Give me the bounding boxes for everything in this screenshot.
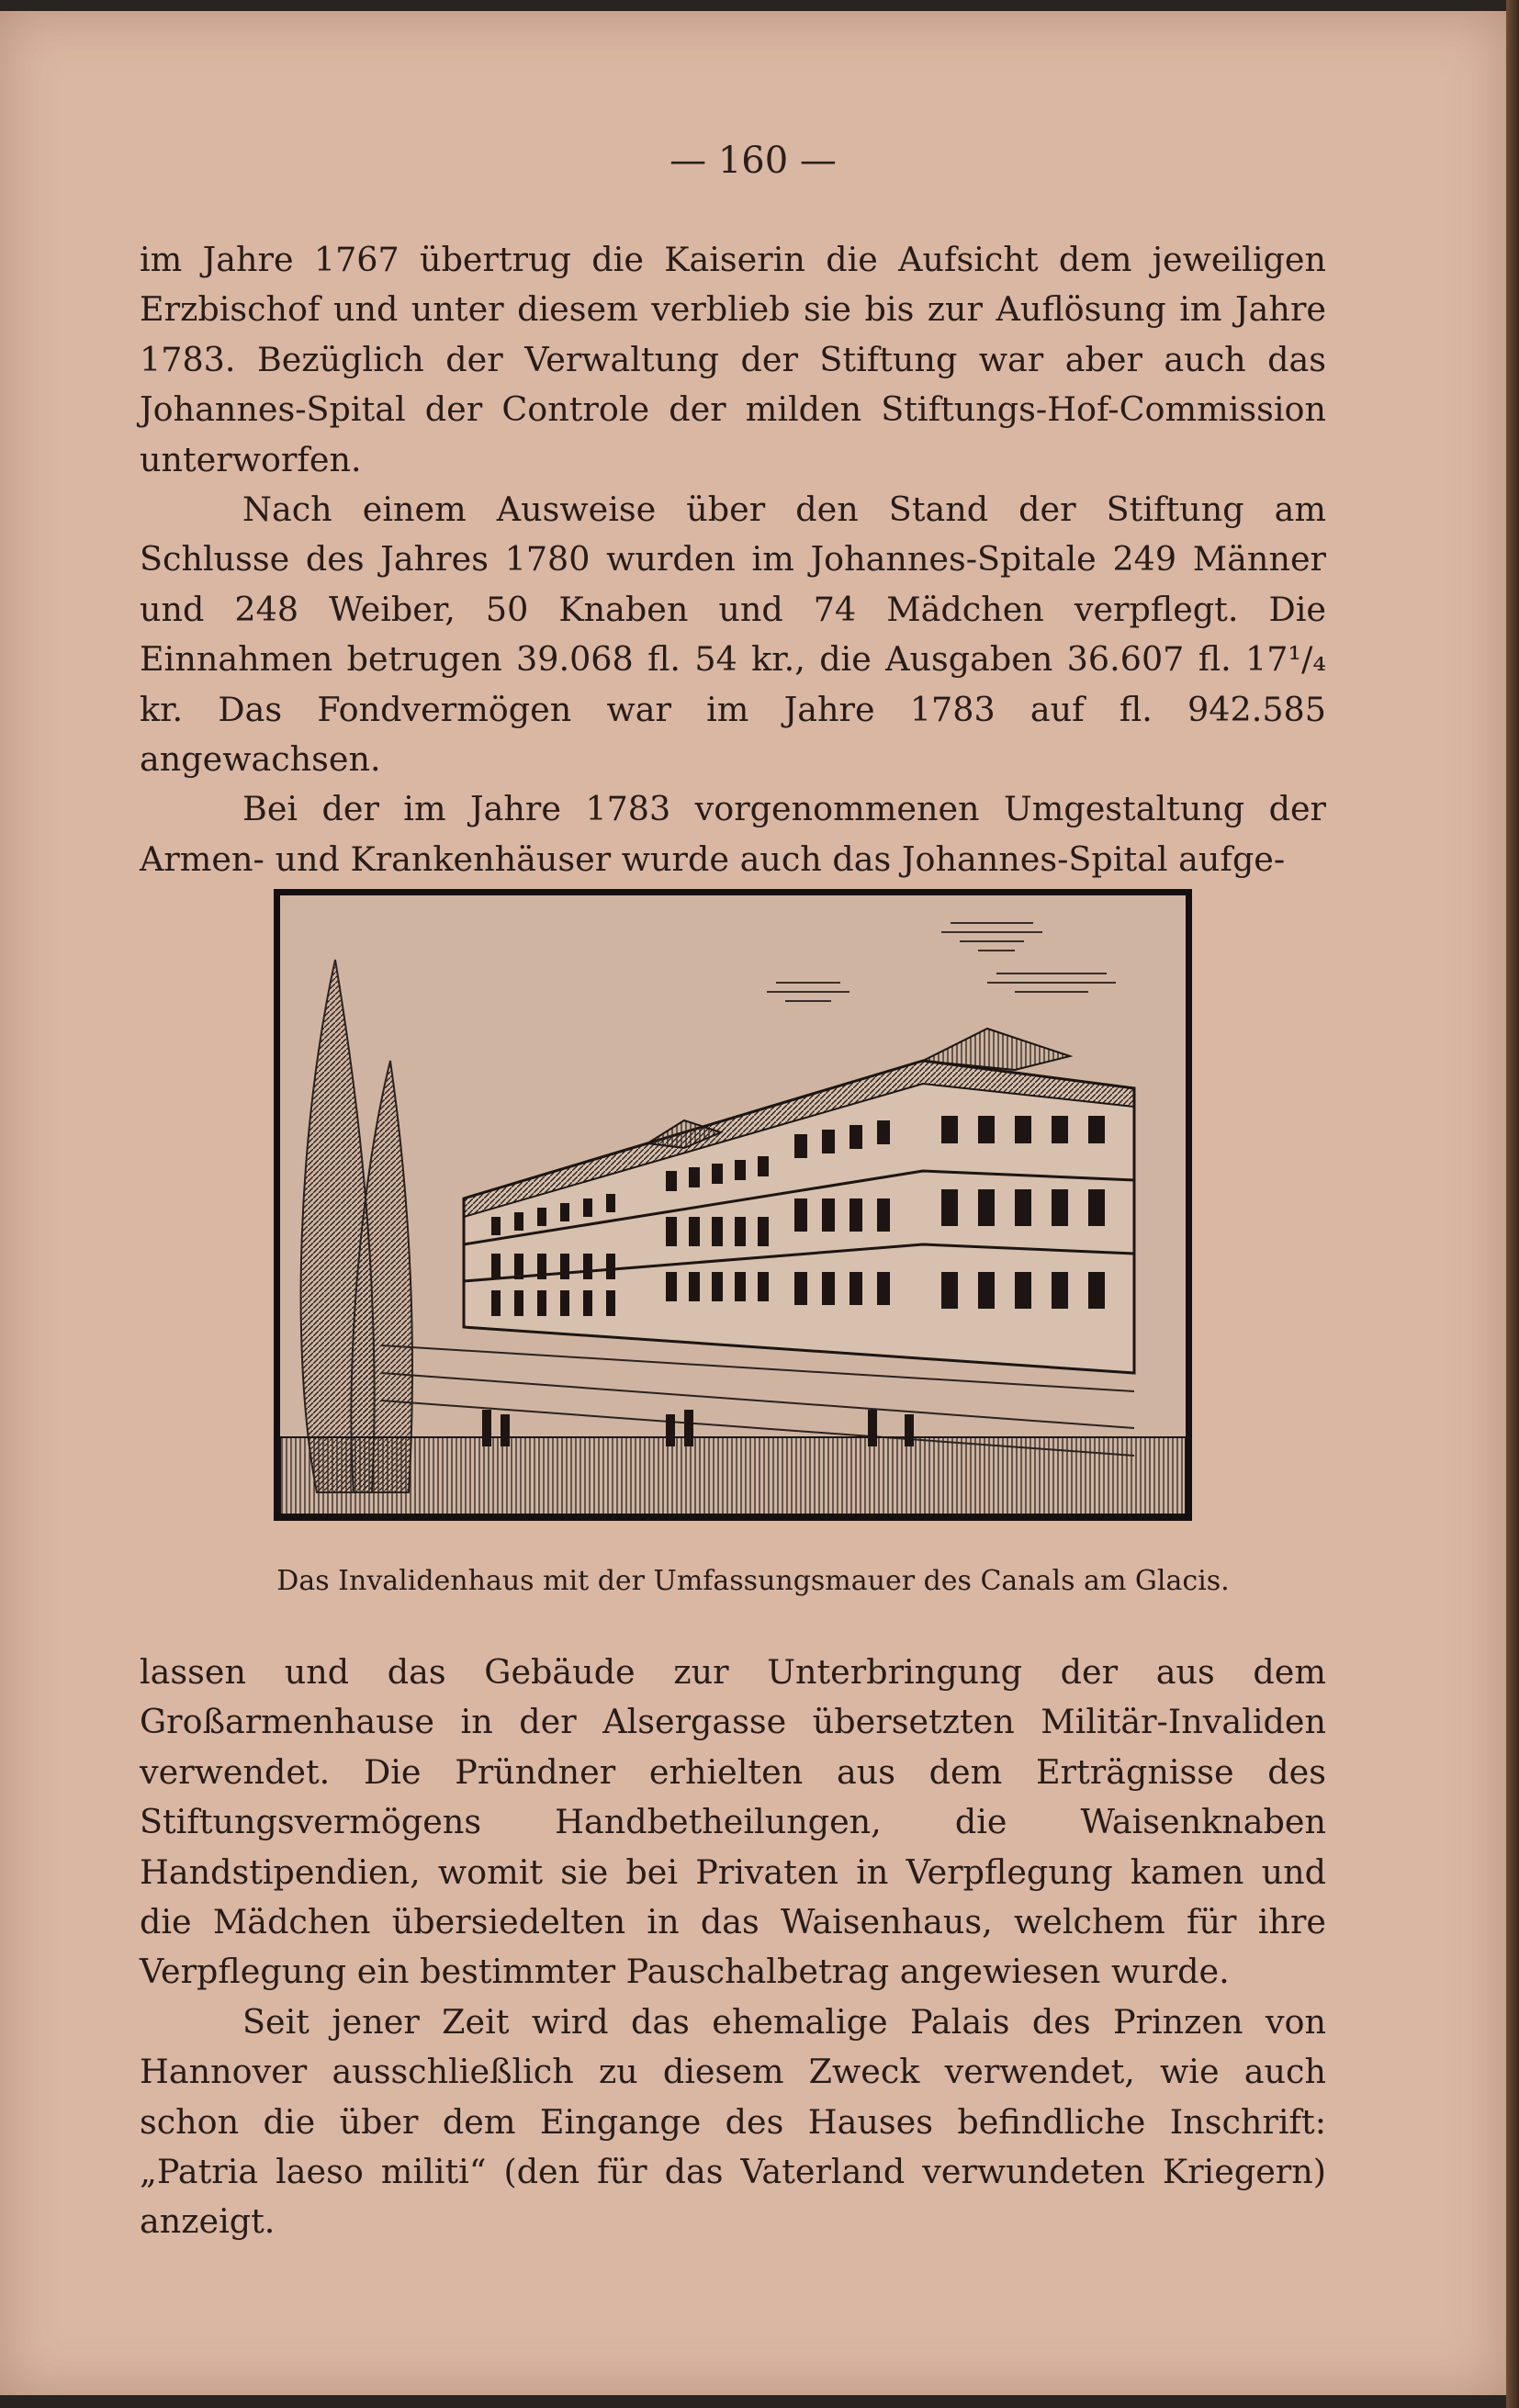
text-block-top: [140, 235, 1326, 884]
text-block-bottom: [140, 1648, 1326, 2247]
book-spine-edge: [1506, 0, 1519, 2408]
paragraph: Nach einem Ausweise über den Stand der Stiftung am Schlusse des Jahres 1780 wurden im Johannes-Spitale 249 Männer und 248 Weiber, 50 Knaben und 74 Mädchen verpflegt. Die Einnahmen betrugen 39.068 fl. 54 kr., die Ausgaben 36.607 fl. 17¹/₄ kr. Das Fondvermögen war im Jahre 1783 auf fl. 942.585 angewachsen.: [140, 489, 1326, 780]
engraving-illustration: [274, 889, 1192, 1521]
invalidenhaus-engraving: [280, 895, 1186, 1514]
paragraph: Bei der im Jahre 1783 vorgenommenen Umgestaltung der Armen- und Krankenhäuser wurde auch das Johannes-Spital aufge-: [140, 789, 1326, 879]
paragraph: Seit jener Zeit wird das ehemalige Palais des Prinzen von Hannover ausschließlich zu diesem Zweck verwendet, wie auch schon die über dem Eingange des Hauses befindliche Inschrift: „Patria laeso militi“ (den für das Vaterland verwundeten Kriegern) anzeigt.: [140, 2001, 1326, 2242]
paragraph: im Jahre 1767 übertrug die Kaiserin die Aufsicht dem jeweiligen Erzbischof und unter diesem verblieb sie bis zur Auflösung im Jahre 1783. Bezüglich der Verwaltung der Stiftung war aber auch das Johannes-Spital der Controle der milden Stiftungs-Hof-Commission unterworfen.: [140, 240, 1326, 479]
page-number: — 160 —: [669, 140, 837, 182]
figure-caption: Das Invalidenhaus mit der Umfassungsmauer des Canals am Glacis.: [276, 1565, 1230, 1597]
paragraph: lassen und das Gebäude zur Unterbringung der aus dem Großarmenhause in der Alsergasse übersetzten Militär-Invaliden verwendet. Die Pründner erhielten aus dem Erträgnisse des Stiftungsvermögens Handbetheilungen, die Waisenknaben Handstipendien, womit sie bei Privaten in Verpflegung kamen und die Mädchen übersiedelten in das Waisenhaus, welchem für ihre Verpflegung ein bestimmter Pauschalbetrag angewiesen wurde.: [140, 1652, 1326, 1992]
book-page: [0, 11, 1506, 2395]
